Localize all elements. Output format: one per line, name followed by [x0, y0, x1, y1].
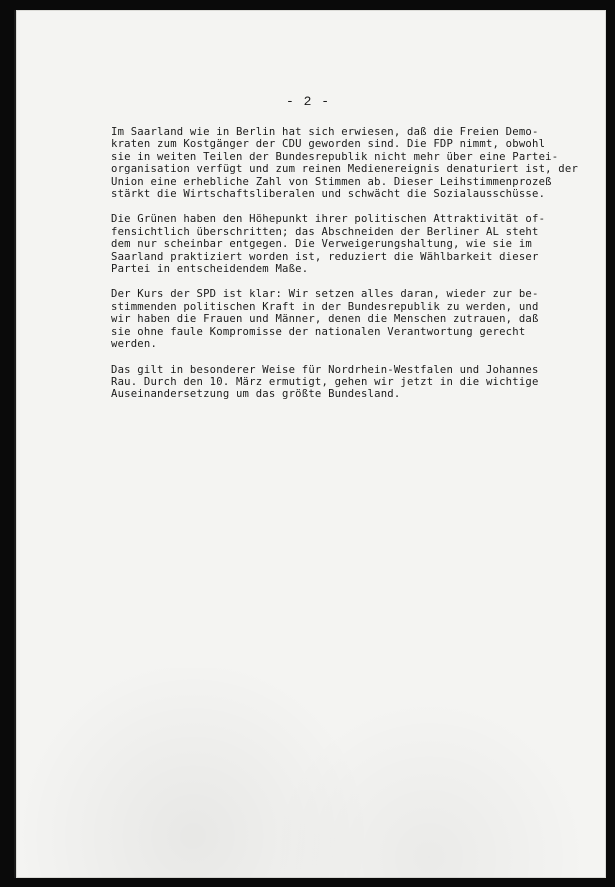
text-line: fensichtlich überschritten; das Abschneiden der Berliner AL steht — [111, 225, 539, 238]
text-line: organisation verfügt und zum reinen Medienereignis denaturiert ist, der — [111, 163, 579, 176]
text-line: wir haben die Frauen und Männer, denen die Menschen zutrauen, daß — [111, 313, 539, 326]
text-line: Die Grünen haben den Höhepunkt ihrer politischen Attraktivität of- — [111, 213, 546, 226]
text-line: stimmenden politischen Kraft in der Bundesrepublik zu werden, und — [111, 300, 539, 313]
text-line: sie ohne faule Kompromisse der nationalen Verantwortung gerecht — [111, 325, 526, 338]
text-line: werden. — [111, 338, 158, 351]
text-line: Das gilt in besonderer Weise für Nordrhein-Westfalen und Johannes — [111, 363, 539, 376]
document-page — [14, 10, 606, 878]
text-line: kraten zum Kostgänger der CDU geworden sind. Die FDP nimmt, obwohl — [111, 138, 546, 151]
text-line: Union eine erhebliche Zahl von Stimmen ab. Dieser Leihstimmenprozeß — [111, 175, 552, 188]
scan-noise — [16, 668, 606, 878]
text-line: Saarland praktiziert worden ist, reduziert die Wählbarkeit dieser — [111, 250, 539, 263]
paragraph-4 — [111, 364, 581, 401]
text-line: dem nur scheinbar entgegen. Die Verweigerungshaltung, wie sie im — [111, 238, 532, 251]
text-line: Im Saarland wie in Berlin hat sich erwiesen, daß die Freien Demo- — [111, 126, 539, 138]
text-line: Partei in entscheidendem Maße. — [111, 263, 309, 276]
page-number: - 2 - — [286, 94, 331, 109]
text-line: Der Kurs der SPD ist klar: Wir setzen alles daran, wieder zur be- — [111, 288, 539, 301]
text-line: Rau. Durch den 10. März ermutigt, gehen wir jetzt in die wichtige — [111, 375, 539, 388]
paragraph-1 — [111, 126, 581, 200]
paragraph-2 — [111, 213, 581, 275]
paragraph-3 — [111, 288, 581, 350]
text-line: stärkt die Wirtschaftsliberalen und schwächt die Sozialausschüsse. — [111, 188, 546, 201]
text-line: Auseinandersetzung um das größte Bundesland. — [111, 388, 401, 401]
document-body — [111, 126, 581, 414]
text-line: sie in weiten Teilen der Bundesrepublik nicht mehr über eine Partei- — [111, 150, 559, 163]
